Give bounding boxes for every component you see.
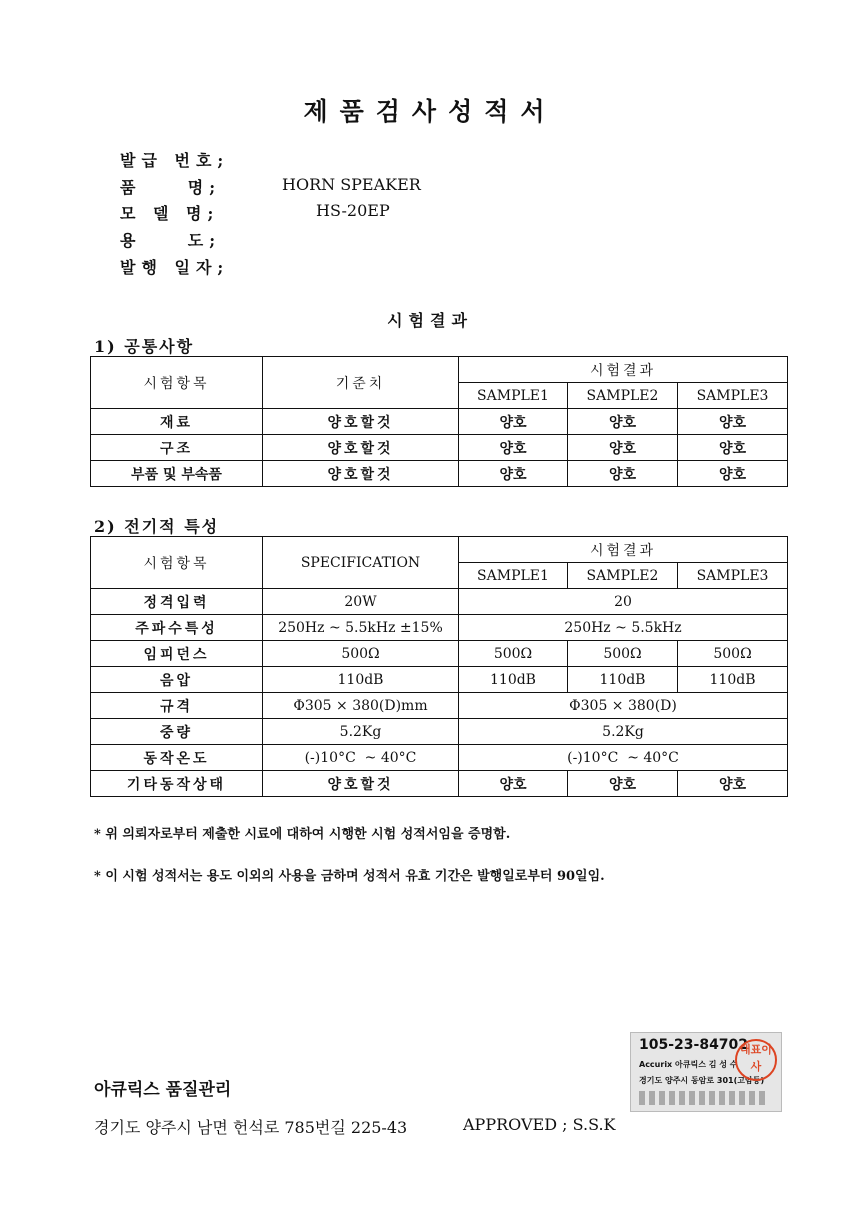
row-spec-other-status: 양호할것 [263, 771, 459, 797]
business-stamp [630, 1032, 782, 1112]
section1-title: 1) 공통사항 [94, 337, 195, 356]
row-item: 구조 [91, 435, 263, 461]
row-item-other-status: 기타동작상태 [91, 771, 263, 797]
row-standard: 양호할것 [263, 409, 459, 435]
row-result-frequency: 250Hz ~ 5.5kHz [459, 615, 788, 641]
row-sample1-spl: 110dB [459, 667, 568, 693]
header-test-item: 시험항목 [91, 357, 263, 409]
row-standard: 양호할것 [263, 435, 459, 461]
row-sample2: 양호 [568, 409, 678, 435]
header-results: 시험결과 [459, 357, 788, 383]
header-sample3: SAMPLE3 [678, 563, 788, 589]
stamp-registration-number: 105-23-84702 [639, 1037, 749, 1053]
header-specification: SPECIFICATION [263, 537, 459, 589]
table-row [91, 719, 788, 745]
table-row [91, 771, 788, 797]
table-row [91, 615, 788, 641]
note-certification: * 위 의뢰자로부터 제출한 시료에 대하여 시행한 시험 성적서임을 증명함. [94, 827, 511, 842]
row-sample1: 양호 [459, 409, 568, 435]
table-row [91, 745, 788, 771]
table-row [91, 461, 788, 487]
header-results: 시험결과 [459, 537, 788, 563]
stamp-address-line: 경기도 양주시 동암로 301(고암동) [639, 1076, 765, 1085]
row-sample3: 양호 [678, 461, 788, 487]
header-sample2: SAMPLE2 [568, 383, 678, 409]
header-sample1: SAMPLE1 [459, 383, 568, 409]
issue-number-label: 발급 번호; [120, 151, 230, 170]
row-item: 부품 및 부속품 [91, 461, 263, 487]
model-name-label: 모 델 명; [120, 204, 220, 223]
electrical-characteristics-table [90, 536, 788, 797]
row-result-weight: 5.2Kg [459, 719, 788, 745]
issue-date-label: 발행 일자; [120, 258, 230, 277]
row-spec-weight: 5.2Kg [263, 719, 459, 745]
row-sample1: 양호 [459, 435, 568, 461]
model-name-value: HS-20EP [316, 201, 390, 220]
row-result-dimension: Φ305 × 380(D) [459, 693, 788, 719]
results-title: 시험결과 [387, 311, 473, 330]
row-sample2-impedance: 500Ω [568, 641, 678, 667]
table-row [91, 667, 788, 693]
row-sample3-impedance: 500Ω [678, 641, 788, 667]
product-name-label: 품 명; [120, 178, 222, 197]
approved-by: APPROVED ; S.S.K [463, 1115, 616, 1134]
row-sample1: 양호 [459, 461, 568, 487]
row-item-weight: 중량 [91, 719, 263, 745]
row-sample2: 양호 [568, 461, 678, 487]
company-address: 경기도 양주시 남면 헌석로 785번길 225-43 [94, 1118, 408, 1137]
row-spec-impedance: 500Ω [263, 641, 459, 667]
table-row [91, 589, 788, 615]
row-result-rated-input: 20 [459, 589, 788, 615]
row-item-operating-temp: 동작온도 [91, 745, 263, 771]
row-sample3: 양호 [678, 435, 788, 461]
row-sample1-other-status: 양호 [459, 771, 568, 797]
header-standard: 기준치 [263, 357, 459, 409]
company-name: 아큐릭스 품질관리 [94, 1080, 232, 1100]
section2-title: 2) 전기적 특성 [94, 517, 220, 536]
row-sample2: 양호 [568, 435, 678, 461]
row-spec-spl: 110dB [263, 667, 459, 693]
table-row [91, 435, 788, 461]
header-sample1: SAMPLE1 [459, 563, 568, 589]
row-item-impedance: 임피던스 [91, 641, 263, 667]
seal-icon: 대표이사 [735, 1039, 777, 1081]
row-result-operating-temp: (-)10°C ~ 40°C [459, 745, 788, 771]
row-sample3-other-status: 양호 [678, 771, 788, 797]
row-sample3: 양호 [678, 409, 788, 435]
product-name-value: HORN SPEAKER [282, 175, 421, 194]
row-standard: 양호할것 [263, 461, 459, 487]
row-spec-rated-input: 20W [263, 589, 459, 615]
row-item-spl: 음압 [91, 667, 263, 693]
stamp-fine-print [639, 1091, 769, 1105]
row-sample3-spl: 110dB [678, 667, 788, 693]
row-sample1-impedance: 500Ω [459, 641, 568, 667]
row-item: 재료 [91, 409, 263, 435]
note-validity: * 이 시험 성적서는 용도 이외의 사용을 금하며 성적서 유효 기간은 발행일로부터 90일임. [94, 869, 605, 884]
row-sample2-spl: 110dB [568, 667, 678, 693]
row-item-dimension: 규격 [91, 693, 263, 719]
usage-label: 용 도; [120, 231, 222, 250]
row-item-rated-input: 정격입력 [91, 589, 263, 615]
table-row [91, 409, 788, 435]
stamp-company-line: Accurix 아큐릭스 김 성 수 [639, 1060, 738, 1069]
table-row [91, 641, 788, 667]
header-sample3: SAMPLE3 [678, 383, 788, 409]
row-sample2-other-status: 양호 [568, 771, 678, 797]
table-row [91, 693, 788, 719]
common-items-table [90, 356, 788, 487]
header-test-item: 시험항목 [91, 537, 263, 589]
row-spec-frequency: 250Hz ~ 5.5kHz ±15% [263, 615, 459, 641]
row-spec-dimension: Φ305 × 380(D)mm [263, 693, 459, 719]
header-sample2: SAMPLE2 [568, 563, 678, 589]
row-spec-operating-temp: (-)10°C ~ 40°C [263, 745, 459, 771]
document-title: 제품검사성적서 [303, 97, 557, 126]
row-item-frequency: 주파수특성 [91, 615, 263, 641]
